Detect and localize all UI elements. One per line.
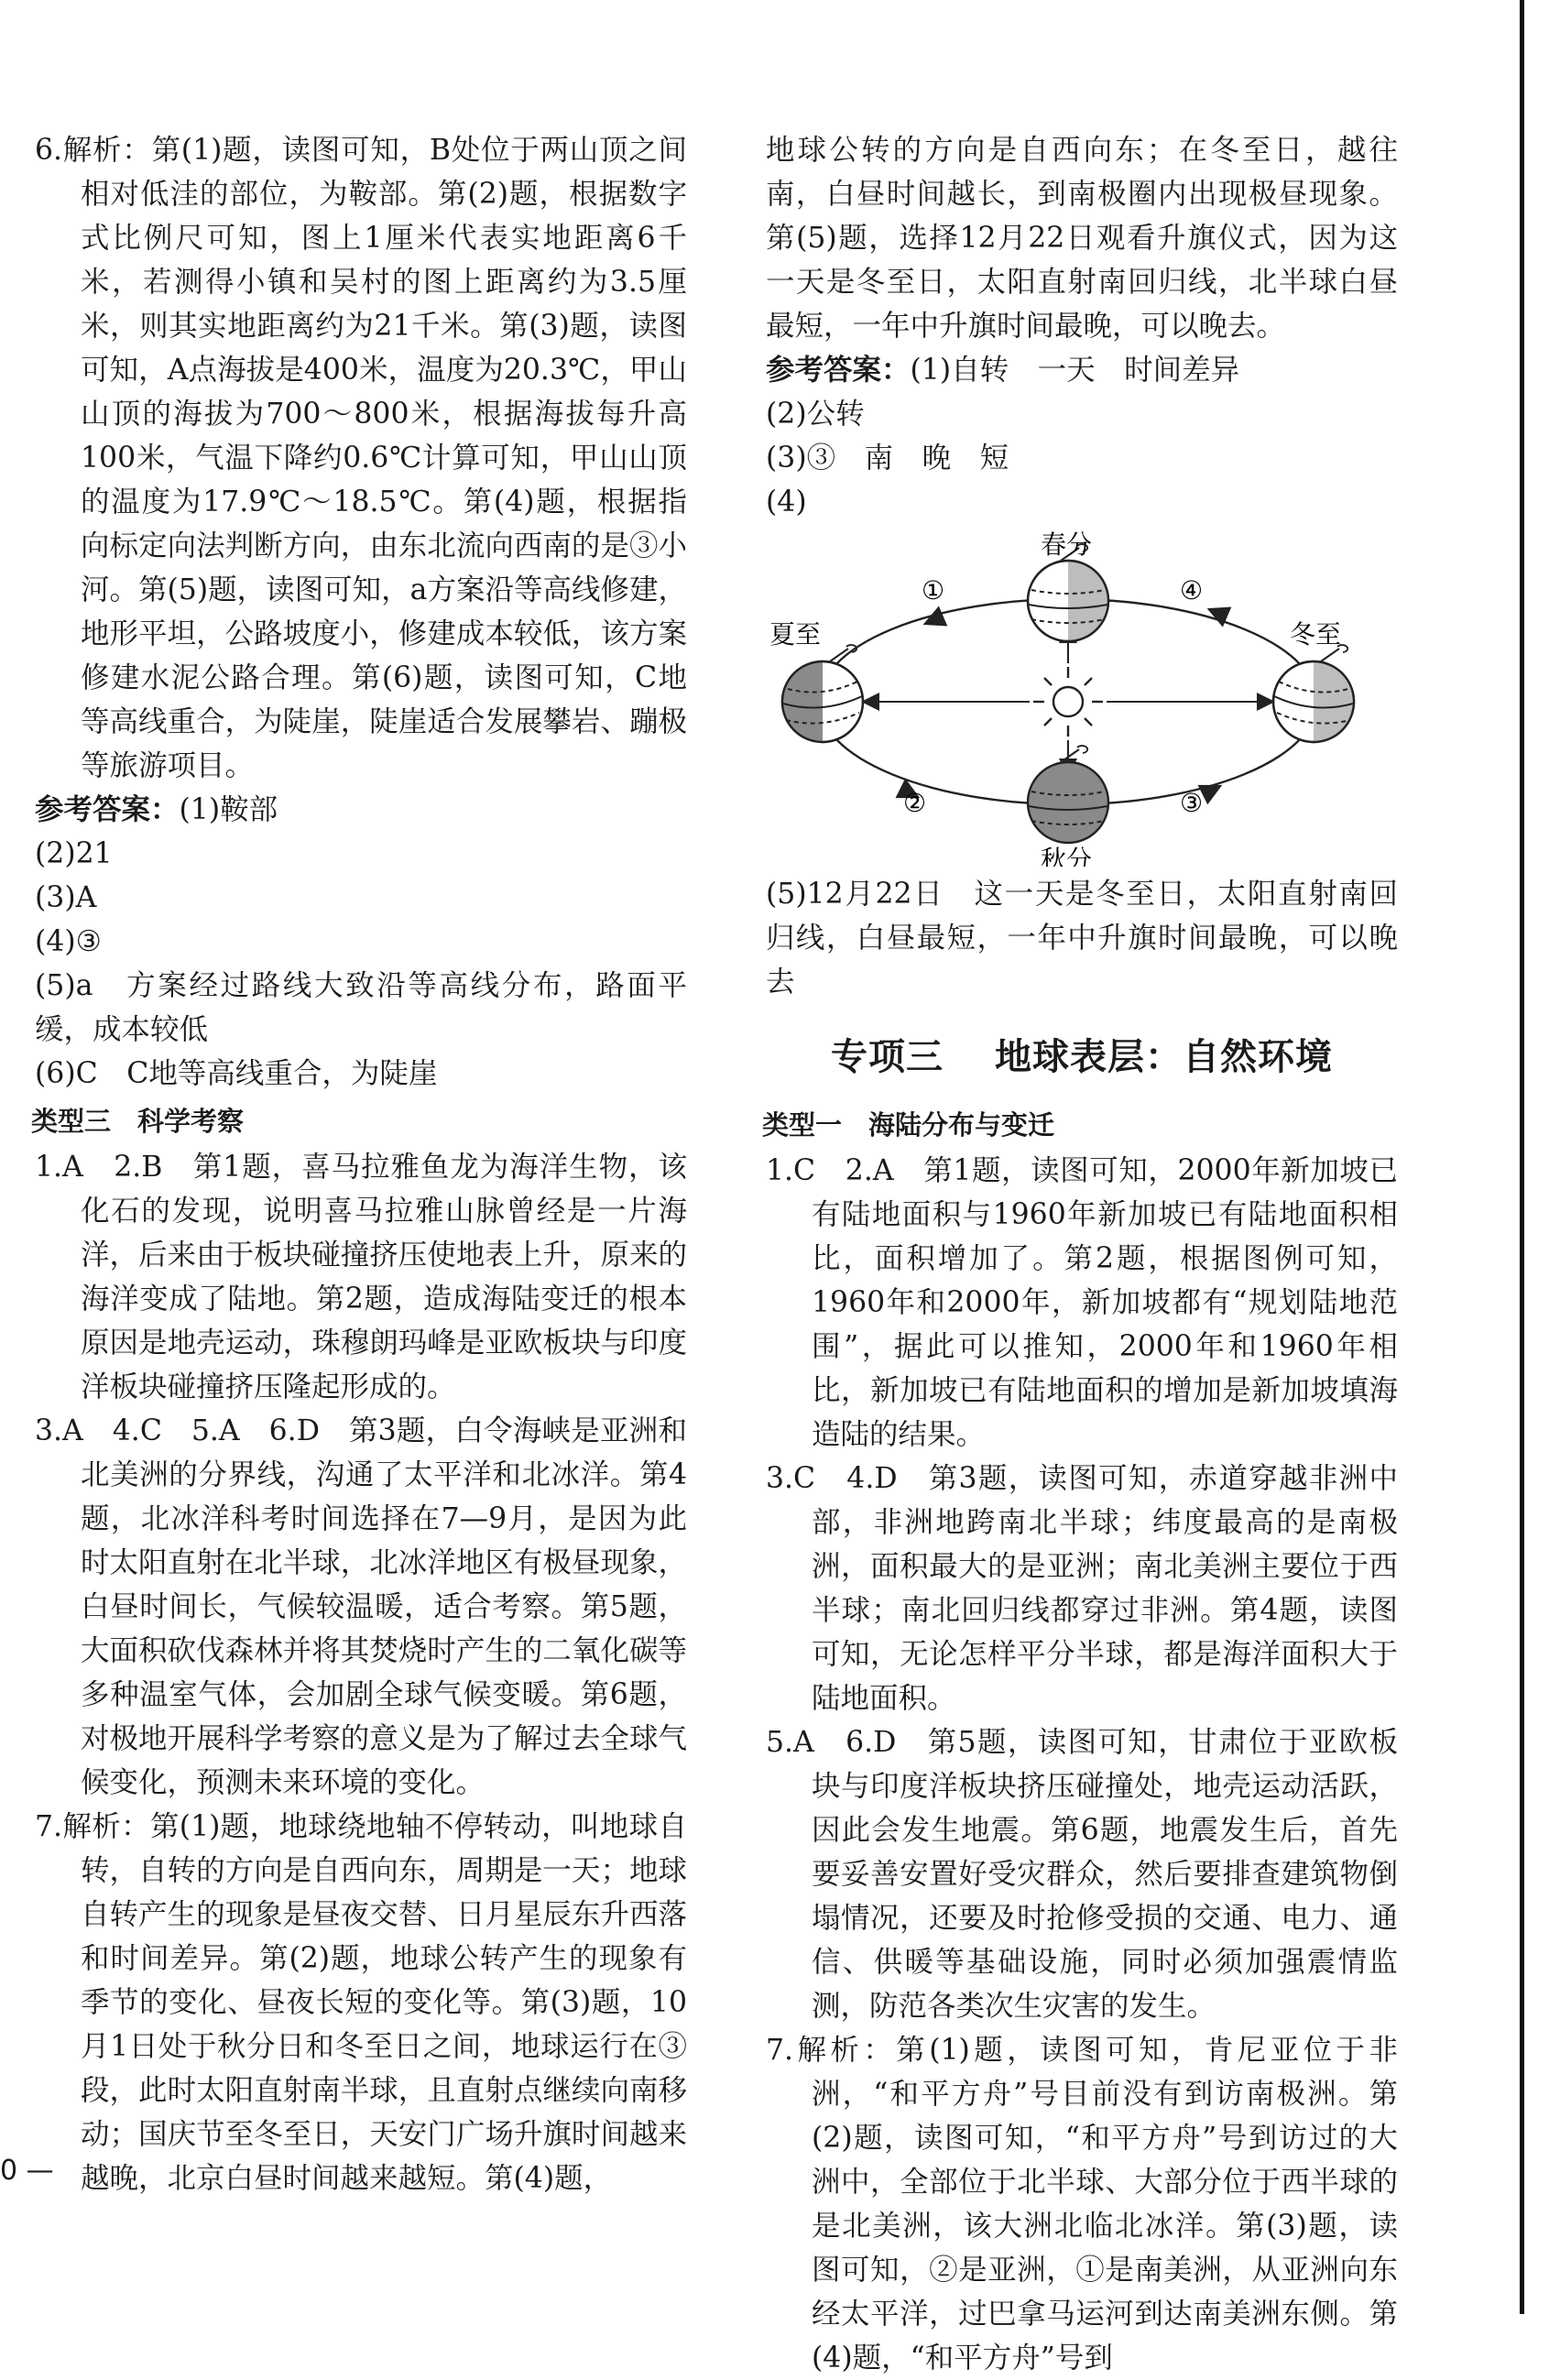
type1-heading: 类型一 海陆分布与变迁 bbox=[762, 1109, 1055, 1141]
right-column bbox=[762, 128, 1398, 2380]
q1-2-answers: 1.A 2.B 第1题，喜马拉雅鱼龙为海洋生物，该化石的发现，说明喜马拉雅山脉曾经是一片海洋，后来由于板块碰撞挤压使地表上升，原来的海洋变成了陆地。第2题，造成海陆变迁的根本原因是地壳运动，珠穆朗玛峰是亚欧板块与印度洋板块碰撞挤压隆起形成的。 bbox=[35, 1151, 687, 1403]
q7-answer-line-1 bbox=[766, 348, 1398, 392]
orbit-arrow-4 bbox=[1211, 610, 1224, 616]
q7-answer-2: (2)公转 bbox=[766, 398, 865, 431]
label-spring-equinox: 春分 bbox=[1041, 529, 1093, 560]
q6-answer-2: (2)21 bbox=[35, 837, 113, 870]
q6-answer-4: (4)③ bbox=[35, 925, 102, 958]
earth-summer-solstice bbox=[782, 645, 863, 742]
type3-heading: 类型三 科学考察 bbox=[31, 1106, 245, 1137]
q3-6-answers: 3.A 4.C 5.A 6.D 第3题，白令海峡是亚洲和北美洲的分界线，沟通了太平洋和北冰洋。第4题，北冰洋科考时间选择在7—9月，是因为此时太阳直射在北半球，北冰洋地区有极昼现象，白昼时间长，气候较温暖，适合考察。第5题，大面积砍伐森林并将其焚烧时产生的二氧化碳等多种温室气体，会加剧全球气候变暖。第6题，对极地开展科学考察的意义是为了解过去全球气候变化，预测未来环境的变化。 bbox=[35, 1414, 687, 1799]
q7-answer-4: (4) bbox=[766, 486, 807, 519]
label-winter-solstice: 冬至 bbox=[1290, 619, 1342, 650]
segment-3-label: ③ bbox=[1180, 788, 1204, 818]
answer-label: 参考答案： bbox=[35, 793, 180, 826]
q7-answer-5: (5)12月22日 这一天是冬至日，太阳直射南回归线，白昼最短，一年中升旗时间最晚，可以晚去 bbox=[766, 878, 1398, 999]
footer-dash: — bbox=[26, 2155, 54, 2187]
q7-analysis: 7.解析：第(1)题，地球绕地轴不停转动，叫地球自转，自转的方向是自西向东，周期是一天；地球自转产生的现象是昼夜交替、日月星辰东升西落和时间差异。第(2)题，地球公转产生的现象有季节的变化、昼夜长短的变化等。第(3)题，10月1日处于秋分日和冬至日之间，地球运行在③段，此时太阳直射南半球，且直射点继续向南移动；国庆节至冬至日，天安门广场升旗时间越来越晚，北京白昼时间越来越短。第(4)题， bbox=[35, 1810, 687, 2195]
r-q5-6-answers: 5.A 6.D 第5题，读图可知，甘肃位于亚欧板块与印度洋板块挤压碰撞处，地壳运动活跃，因此会发生地震。第6题，地震发生后，首先要妥善安置好受灾群众，然后要排查建筑物倒塌情况，还要及时抢修受损的交通、电力、通信、供暖等基础设施，同时必须加强震情监测，防范各类次生灾害的发生。 bbox=[766, 1726, 1398, 2023]
segment-4-label: ④ bbox=[1180, 575, 1204, 606]
q6-answer-label bbox=[35, 788, 687, 832]
label-summer-solstice: 夏至 bbox=[769, 619, 822, 650]
r-q1-2-answers: 1.C 2.A 第1题，读图可知，2000年新加坡已有陆地面积与1960年新加坡已有陆地面积相比，面积增加了。第2题，根据图例可知，1960年和2000年，新加坡都有“规划陆地范围”，据此可以推知，2000年和1960年相比，新加坡已有陆地面积的增加是新加坡填海造陆的结果。 bbox=[766, 1154, 1398, 1451]
answer-label: 参考答案： bbox=[766, 354, 911, 387]
q6-answer-1: (1)鞍部 bbox=[179, 793, 278, 826]
earth-winter-solstice bbox=[1273, 645, 1354, 742]
section-title bbox=[766, 1035, 1398, 1079]
earth-revolution-diagram bbox=[766, 528, 1398, 867]
q6-analysis: 6.解析：第(1)题，读图可知，B处位于两山顶之间相对低洼的部位，为鞍部。第(2)题，根据数字式比例尺可知，图上1厘米代表实地距离6千米，若测得小镇和吴村的图上距离约为3.5厘米，则其实地距离约为21千米。第(3)题，读图可知，A点海拔是400米，温度为20.3℃，甲山山顶的海拔为700～800米，根据海拔每升高100米，气温下降约0.6℃计算可知，甲山山顶的温度为17.9℃～18.5℃。第(4)题，根据指向标定向法判断方向，由东北流向西南的是③小河。第(5)题，读图可知，a方案沿等高线修建，地形平坦，公路坡度小，修建成本较低，该方案修建水泥公路合理。第(6)题，读图可知，C地等高线重合，为陡崖，陡崖适合发展攀岩、蹦极等旅游项目。 bbox=[35, 134, 687, 782]
section-name: 地球表层：自然环境 bbox=[995, 1036, 1333, 1078]
r-q7-analysis: 7.解析：第(1)题，读图可知，肯尼亚位于非洲，“和平方舟”号目前没有到访南极洲。第(2)题，读图可知，“和平方舟”号到访过的大洲中，全部位于北半球、大部分位于西半球的是北美洲，该大洲北临北冰洋。第(3)题，读图可知，②是亚洲，①是南美洲，从亚洲向东经太平洋，过巴拿马运河到达南美洲东侧。第(4)题，“和平方舟”号到 bbox=[766, 2034, 1398, 2375]
section-number: 专项三 bbox=[831, 1036, 944, 1078]
left-column bbox=[31, 128, 687, 2200]
q7-analysis-continued: 地球公转的方向是自西向东；在冬至日，越往南，白昼时间越长，到南极圈内出现极昼现象。第(5)题，选择12月22日观看升旗仪式，因为这一天是冬至日，太阳直射南回归线，北半球白昼最短，一年中升旗时间最晚，可以晚去。 bbox=[766, 134, 1398, 343]
r-q3-4-answers: 3.C 4.D 第3题，读图可知，赤道穿越非洲中部，非洲地跨南北半球；纬度最高的是南极洲，面积最大的是亚洲；南北美洲主要位于西半球；南北回归线都穿过非洲。第4题，读图可知，无论怎样平分半球，都是海洋面积大于陆地面积。 bbox=[766, 1462, 1398, 1715]
page-number: 0 bbox=[0, 2155, 18, 2187]
q6-answer-3: (3)A bbox=[35, 881, 97, 914]
orbit-arrow-1 bbox=[927, 617, 940, 623]
segment-1-label: ① bbox=[922, 575, 945, 606]
q6-answer-6: (6)C C地等高线重合，为陡崖 bbox=[35, 1057, 438, 1090]
q7-answer-1: (1)自转 一天 时间差异 bbox=[910, 354, 1240, 387]
page-footer bbox=[0, 2155, 54, 2187]
book-spine-line bbox=[1520, 0, 1524, 2314]
q6-answer-5: (5)a 方案经过路线大致沿等高线分布，路面平缓，成本较低 bbox=[35, 969, 687, 1046]
label-autumn-equinox: 秋分 bbox=[1041, 845, 1093, 867]
sun-icon bbox=[1033, 667, 1103, 737]
segment-2-label: ② bbox=[903, 788, 927, 818]
q7-answer-3: (3)③ 南 晚 短 bbox=[766, 442, 1009, 475]
orbit-svg bbox=[766, 528, 1398, 867]
